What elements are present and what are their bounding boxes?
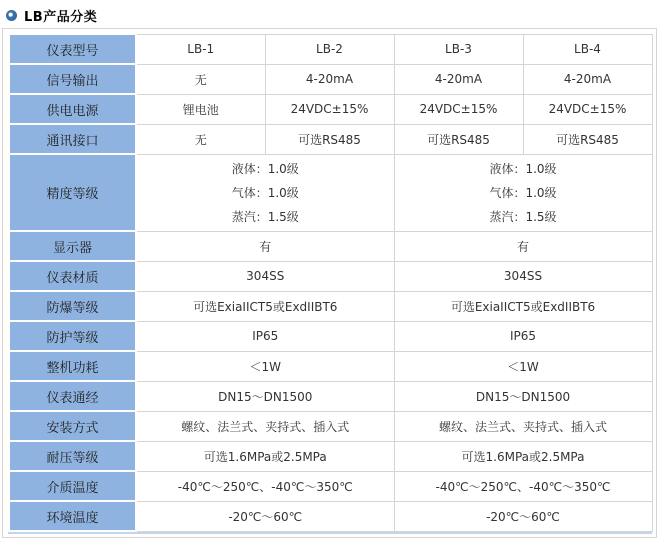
model-header-lb3: LB-3 [394, 34, 523, 64]
row-label-power-consumption: 整机功耗 [9, 351, 136, 381]
power-lb1: 锂电池 [136, 94, 265, 124]
protection-row [9, 321, 652, 351]
row-label-material: 仪表材质 [9, 261, 136, 291]
signal-lb2: 4-20mA [265, 64, 394, 94]
display-row [9, 231, 652, 261]
pressure-left: 可选1.6MPa或2.5MPa [136, 441, 394, 471]
installation-left: 螺纹、法兰式、夹持式、插入式 [136, 411, 394, 441]
explosionproof-right: 可选ExiaIICT5或ExdIIBT6 [394, 291, 652, 321]
ambient-temp-row [9, 501, 652, 531]
row-label-comm: 通讯接口 [9, 124, 136, 154]
signal-lb4: 4-20mA [523, 64, 652, 94]
table-frame [2, 28, 657, 538]
signal-lb3: 4-20mA [394, 64, 523, 94]
medium-temp-left: -40℃～250℃、-40℃～350℃ [136, 471, 394, 501]
power-consumption-left: ＜1W [136, 351, 394, 381]
installation-right: 螺纹、法兰式、夹持式、插入式 [394, 411, 652, 441]
accuracy-right-gas: 气体：1.0级 [489, 185, 557, 200]
row-label-installation: 安装方式 [9, 411, 136, 441]
comm-lb2: 可选RS485 [265, 124, 394, 154]
row-label-diameter: 仪表通经 [9, 381, 136, 411]
signal-lb1: 无 [136, 64, 265, 94]
display-right: 有 [394, 231, 652, 261]
explosionproof-left: 可选ExiaIICT5或ExdIIBT6 [136, 291, 394, 321]
medium-temp-row [9, 471, 652, 501]
row-label-pressure: 耐压等级 [9, 441, 136, 471]
row-label-explosionproof: 防爆等级 [9, 291, 136, 321]
pressure-right: 可选1.6MPa或2.5MPa [394, 441, 652, 471]
row-label-power: 供电电源 [9, 94, 136, 124]
row-label-signal: 信号输出 [9, 64, 136, 94]
power-lb3: 24VDC±15% [394, 94, 523, 124]
medium-temp-right: -40℃～250℃、-40℃～350℃ [394, 471, 652, 501]
row-label-protection: 防护等级 [9, 321, 136, 351]
bullet-icon [6, 10, 17, 21]
ambient-temp-right: -20℃～60℃ [394, 501, 652, 531]
row-label-medium-temp: 介质温度 [9, 471, 136, 501]
material-left: 304SS [136, 261, 394, 291]
model-row [9, 34, 652, 64]
accuracy-right-liquid: 液体：1.0级 [489, 161, 557, 176]
explosionproof-row [9, 291, 652, 321]
comm-lb4: 可选RS485 [523, 124, 652, 154]
ambient-temp-left: -20℃～60℃ [136, 501, 394, 531]
model-header-lb1: LB-1 [136, 34, 265, 64]
power-consumption-right: ＜1W [394, 351, 652, 381]
comm-lb3: 可选RS485 [394, 124, 523, 154]
row-label-model: 仪表型号 [9, 34, 136, 64]
accuracy-left-liquid: 液体：1.0级 [231, 161, 299, 176]
protection-right: IP65 [394, 321, 652, 351]
accuracy-right [394, 154, 652, 231]
installation-row [9, 411, 652, 441]
accuracy-left-steam: 蒸汽：1.5级 [231, 209, 299, 224]
accuracy-right-steam: 蒸汽：1.5级 [489, 209, 557, 224]
model-header-lb2: LB-2 [265, 34, 394, 64]
comm-row [9, 124, 652, 154]
row-label-display: 显示器 [9, 231, 136, 261]
pressure-row [9, 441, 652, 471]
power-lb2: 24VDC±15% [265, 94, 394, 124]
model-header-lb4: LB-4 [523, 34, 652, 64]
row-label-accuracy: 精度等级 [9, 154, 136, 231]
table-wrap [8, 33, 652, 534]
row-label-ambient-temp: 环境温度 [9, 501, 136, 531]
section-title [0, 0, 669, 28]
power-lb4: 24VDC±15% [523, 94, 652, 124]
accuracy-left [136, 154, 394, 231]
power-consumption-row [9, 351, 652, 381]
display-left: 有 [136, 231, 394, 261]
diameter-right: DN15～DN1500 [394, 381, 652, 411]
section-title-text: LB产品分类 [24, 10, 98, 25]
protection-left: IP65 [136, 321, 394, 351]
comm-lb1: 无 [136, 124, 265, 154]
diameter-left: DN15～DN1500 [136, 381, 394, 411]
accuracy-row [9, 154, 652, 231]
spec-table [8, 33, 653, 532]
power-row [9, 94, 652, 124]
diameter-row [9, 381, 652, 411]
material-row [9, 261, 652, 291]
signal-row [9, 64, 652, 94]
material-right: 304SS [394, 261, 652, 291]
accuracy-left-gas: 气体：1.0级 [231, 185, 299, 200]
